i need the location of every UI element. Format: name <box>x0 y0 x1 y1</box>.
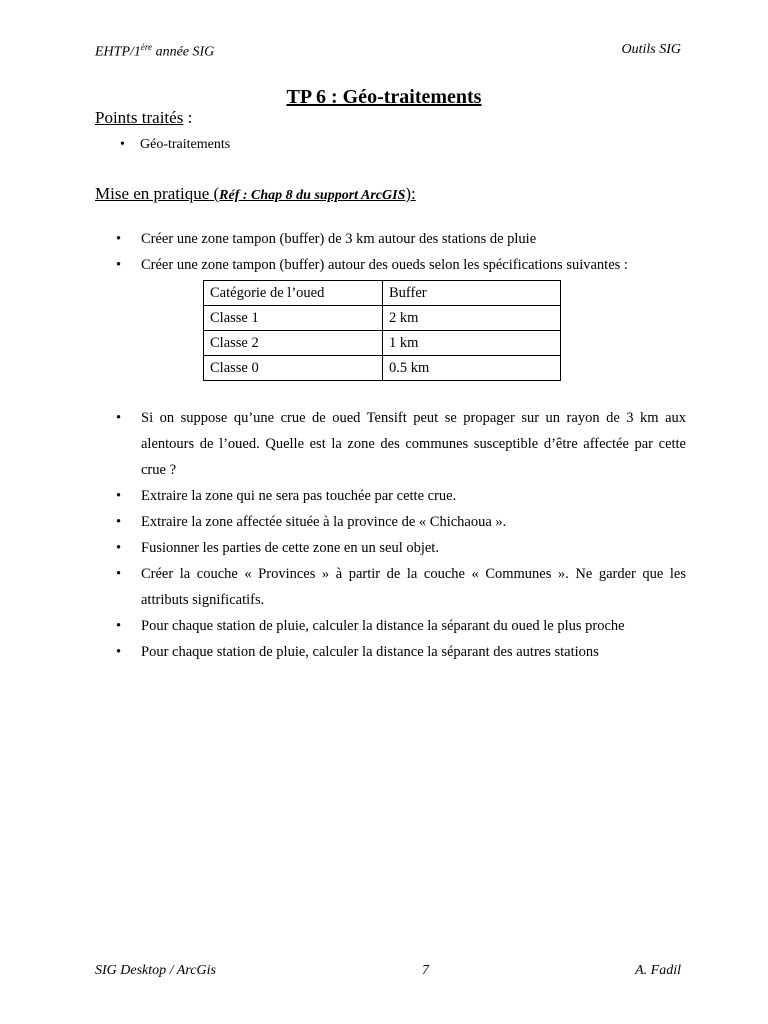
table-header-cell: Buffer <box>383 281 561 306</box>
table-cell: 1 km <box>383 331 561 356</box>
header-left: EHTP/1ère année SIG <box>95 42 215 60</box>
table-cell: 0.5 km <box>383 356 561 381</box>
buffer-table <box>203 280 561 381</box>
footer-left: SIG Desktop / ArcGis <box>95 963 216 978</box>
list-item: • Créer une zone tampon (buffer) autour des oueds selon les spécifications suivantes : <box>95 252 686 278</box>
list-item: • Créer la couche « Provinces » à partir de la couche « Communes ». Ne garder que les attributs significatifs. <box>95 561 686 613</box>
page-title: TP 6 : Géo-traitements <box>286 86 482 108</box>
bullet-list-bottom <box>95 405 686 665</box>
mise-heading <box>95 184 416 204</box>
list-item: • Extraire la zone qui ne sera pas touchée par cette crue. <box>95 483 686 509</box>
list-item: • Pour chaque station de pluie, calculer la distance la séparant du oued le plus proche <box>95 613 686 639</box>
bullet-list-top <box>95 226 686 278</box>
header-right: Outils SIG <box>621 42 681 57</box>
page-header <box>95 42 681 61</box>
list-item: • Extraire la zone affectée située à la province de « Chichaoua ». <box>95 509 686 535</box>
table-header-row <box>204 281 561 306</box>
table-row <box>204 356 561 381</box>
table-cell: Classe 1 <box>204 306 383 331</box>
table-cell: 2 km <box>383 306 561 331</box>
table-header-cell: Catégorie de l’oued <box>204 281 383 306</box>
list-item: • Fusionner les parties de cette zone en un seul objet. <box>95 535 686 561</box>
mise-label: Mise en pratique (Réf : Chap 8 du support ArcGIS): <box>95 184 416 203</box>
table-row <box>204 306 561 331</box>
points-list <box>140 137 230 153</box>
points-heading: Points traités : <box>95 108 193 127</box>
list-item: • Si on suppose qu’une crue de oued Tensift peut se propager sur un rayon de 3 km aux alentours de l’oued. Quelle est la zone des communes susceptible d’être affectée par cette crue ? <box>95 405 686 483</box>
page-footer <box>95 963 681 979</box>
list-item: • Créer une zone tampon (buffer) de 3 km autour des stations de pluie <box>95 226 686 252</box>
table-row <box>204 331 561 356</box>
page-number: 7 <box>422 963 430 978</box>
footer-right: A. Fadil <box>635 963 681 978</box>
list-item: • Pour chaque station de pluie, calculer la distance la séparant des autres stations <box>95 639 686 665</box>
list-item: • Géo-traitements <box>140 137 230 153</box>
table-cell: Classe 0 <box>204 356 383 381</box>
table-cell: Classe 2 <box>204 331 383 356</box>
